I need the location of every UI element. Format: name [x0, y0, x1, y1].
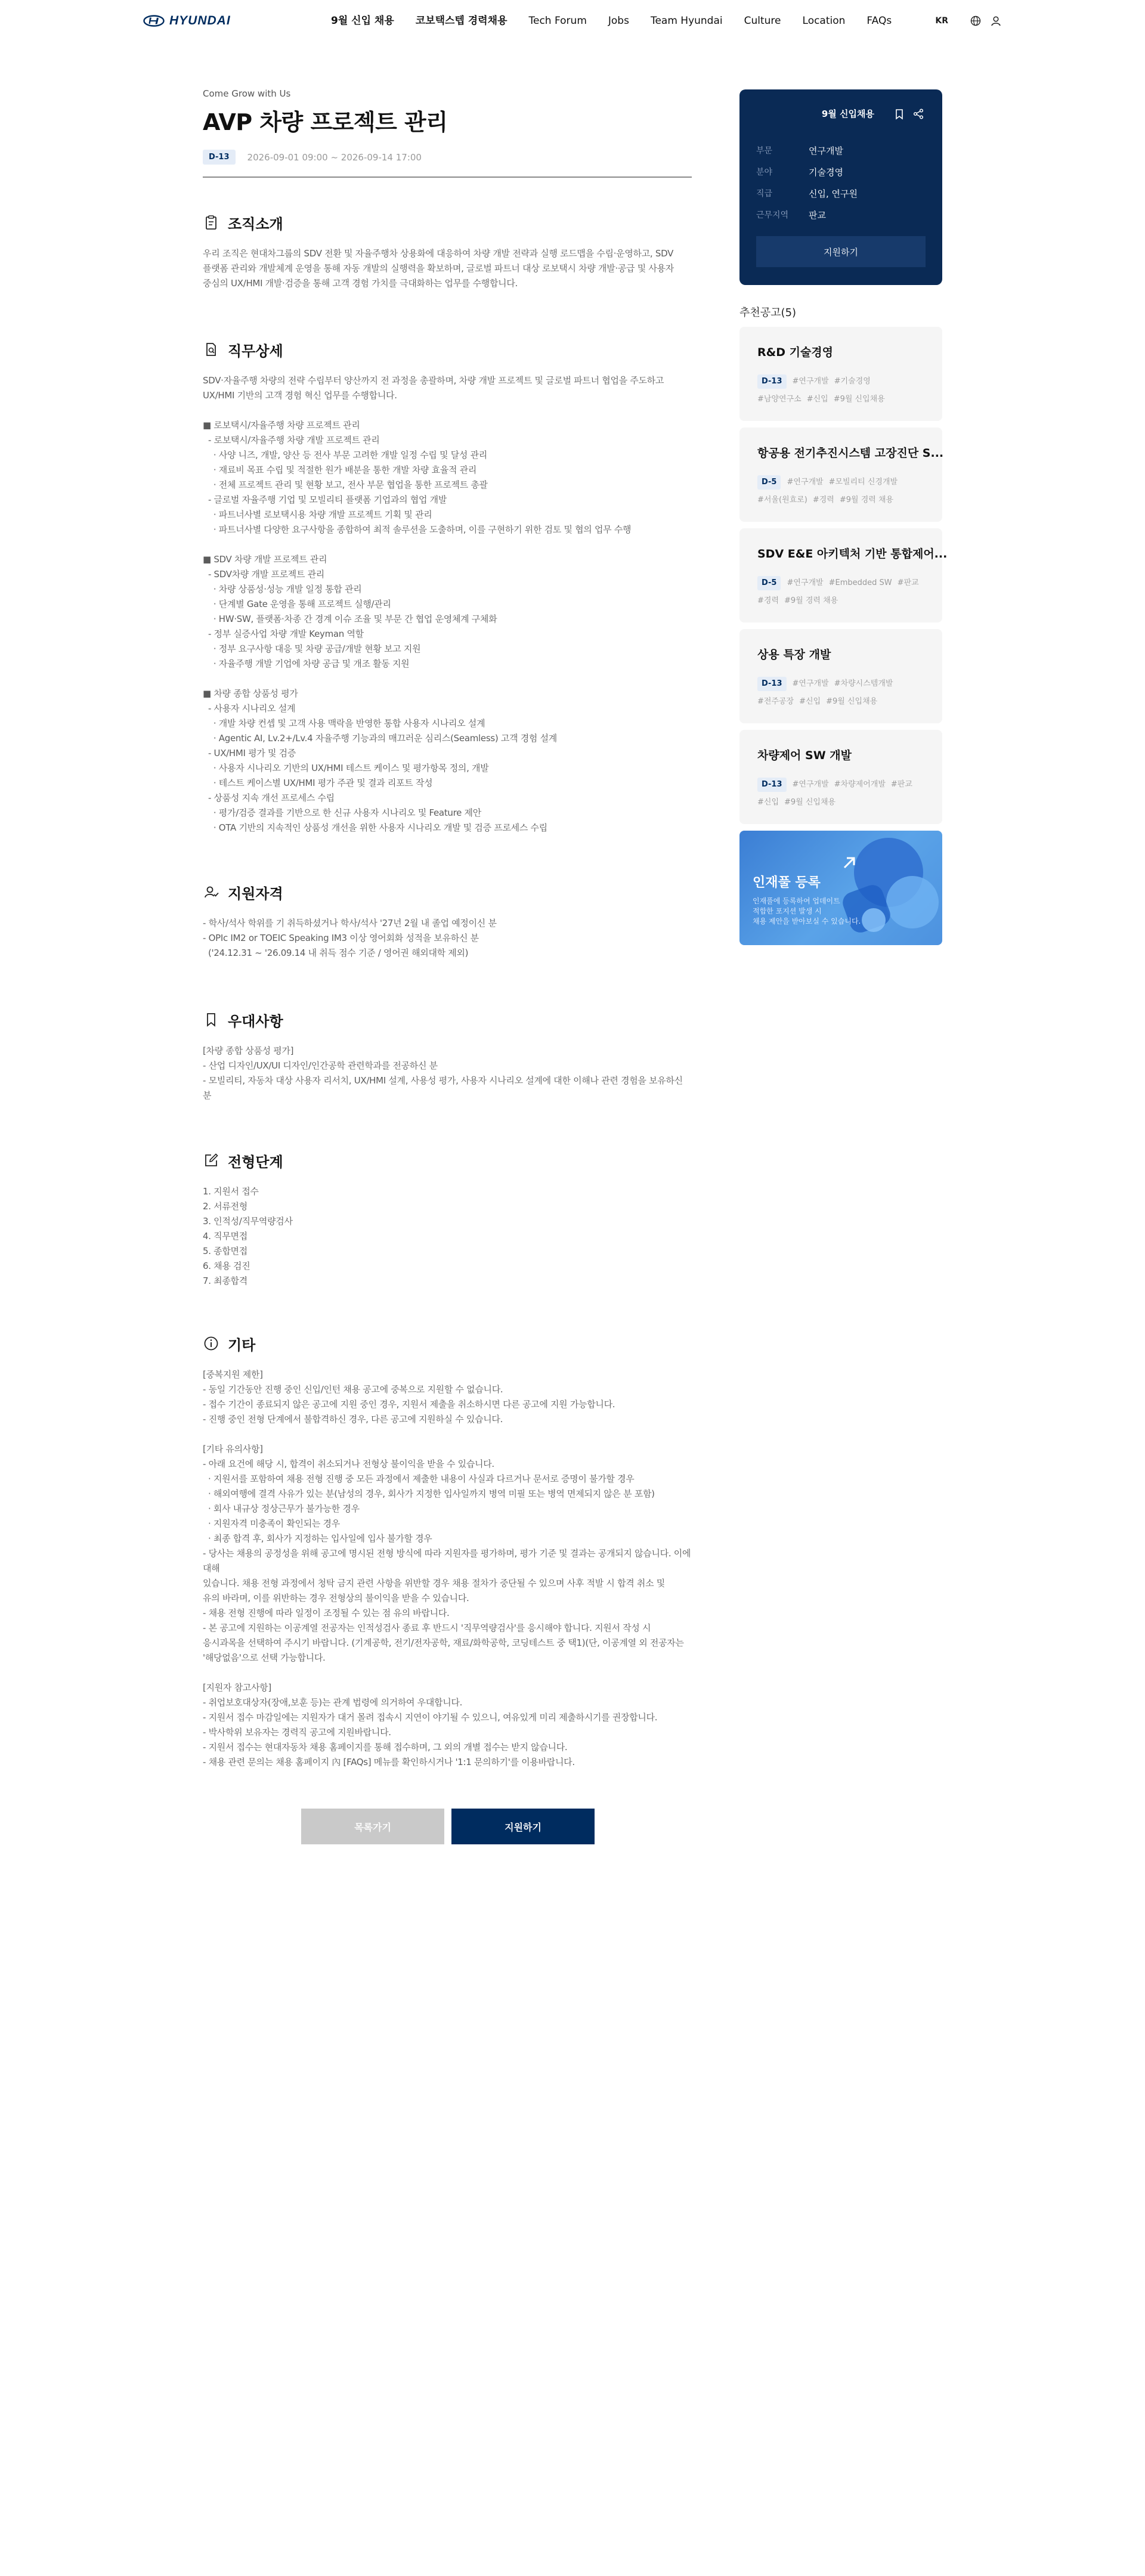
summary-row-field: [756, 161, 858, 182]
section-title: 전형단계: [228, 1153, 283, 1171]
page-title: AVP 차량 프로젝트 관리: [203, 109, 448, 135]
section-body: SDV·자율주행 차량의 전략 수립부터 양산까지 전 과정을 총괄하며, 차량 개발 프로젝트 및 글로벌 파트너 협업을 주도하고 UX/HMI 기반의 고객 경험 혁신 업무를 수행합니다. ■ 로보택시/자율주행 차량 프로젝트 관리 - 로보택시/자율주행 차량 개발 프로젝트 관리 · 사양 니즈, 개발, 양산 등 전사 부문 고려한 개발 일정 수립 및 달성 관리 · 재료비 목표 수립 및 적절한 원가 배분을 통한 개발 차량 효율적 관리 · 전체 프로젝트 관리 및 현황 보고, 전사 부문 협업을 통한 프로젝트 총괄 - 글로벌 자율주행 기업 및 모빌리티 플랫폼 기업과의 협업 개발 · 파트너사별 로보택시용 차량 개발 프로젝트 기획 및 관리 · 파트너사별 다양한 요구사항을 종합하여 최적 솔루션을 도출하며, 이를 구현하기 위한 검토 및 협의 업무 수행 ■ SDV 차량 개발 프로젝트 관리 - SDV차량 개발 프로젝트 관리 · 차량 상품성·성능 개발 일정 통합 관리 · 단계별 Gate 운영을 통해 프로젝트 실행/관리 · HW·SW, 플랫폼·차종 간 경계 이슈 조율 및 부문 간 협업 운영체계 구체화 - 정부 실증사업 차량 개발 Keyman 역할 · 정부 요구사항 대응 및 차량 공급/개발 현황 보고 지원 · 자율주행 개발 기업에 차량 공급 및 개조 활동 지원 ■ 차량 종합 상품성 평가 - 사용자 시나리오 설계 · 개발 차량 컨셉 및 고객 사용 맥락을 반영한 통합 사용자 시나리오 설계 · Agentic AI, Lv.2+/Lv.4 자율주행 기능과의 매끄러운 심리스(Seamless) 고객 경험 설계 - UX/HMI 평가 및 검증 · 사용자 시나리오 기반의 UX/HMI 테스트 케이스 및 평가항목 정의, 개발 · 테스트 케이스별 UX/HMI 평가 주관 및 결과 리포트 작성 - 상품성 지속 개선 프로세스 수립 · 평가/검증 결과를 기반으로 한 신규 사용자 시나리오 및 Feature 제안 · OTA 기반의 지속적인 상품성 개선을 위한 사용자 시나리오 개발 및 검증 프로세스 수립: [203, 375, 664, 833]
summary-row-division: [756, 140, 858, 161]
nav-item-experienced-hire[interactable]: 코보택스텝 경력채용: [415, 15, 507, 27]
globe-icon[interactable]: [970, 15, 982, 27]
card-tag: #차량시스템개발: [834, 679, 893, 688]
card-tag: #9월 신입채용: [833, 395, 885, 404]
summary-value: 신입, 연구원: [809, 188, 858, 199]
dday-badge: D-13: [757, 374, 787, 389]
header-utilities: [935, 13, 1002, 29]
card-tag: #경력: [812, 496, 834, 504]
application-period: 2026-09-01 09:00 ~ 2026-09-14 17:00: [247, 151, 422, 163]
nav-item-culture[interactable]: Culture: [744, 15, 781, 27]
card-tag: #판교: [897, 578, 919, 587]
summary-row-rank: [756, 182, 858, 204]
title-divider: [203, 177, 692, 178]
main-nav: [331, 13, 913, 29]
recommend-card[interactable]: [739, 327, 942, 421]
section-heading: [203, 1151, 692, 1170]
card-tag: #연구개발: [787, 478, 824, 487]
edit-icon: [203, 1152, 219, 1169]
section-heading: [203, 1334, 692, 1353]
summary-key: 직급: [756, 189, 773, 199]
user-icon[interactable]: [990, 15, 1002, 27]
list-button[interactable]: 목록가기: [301, 1809, 444, 1844]
recommend-card[interactable]: [739, 528, 948, 623]
hyundai-logo[interactable]: [143, 14, 231, 27]
document-search-icon: [203, 341, 219, 358]
nav-item-faqs[interactable]: FAQs: [867, 15, 892, 27]
section-title: 우대사항: [228, 1013, 283, 1030]
language-toggle[interactable]: KR: [935, 16, 948, 26]
nav-item-sept-new-hire[interactable]: 9월 신입 채용: [331, 15, 394, 27]
card-tags: [757, 473, 924, 509]
card-tag: #Embedded SW: [828, 578, 892, 587]
section-body: [중복지원 제한] - 동일 기간동안 진행 중인 신입/인턴 채용 공고에 중복으로 지원할 수 없습니다. - 접수 기간이 종료되지 않은 공고에 지원 중인 경우, 지원서 제출을 취소하시면 다른 공고에 지원 가능합니다. - 진행 중인 전형 단계에서 불합격하신 경우, 다른 공고에 지원하실 수 있습니다. [기타 유의사항] - 아래 요건에 해당 시, 합격이 취소되거나 전형상 불이익을 받을 수 있습니다. · 지원서를 포함하여 채용 전형 진행 중 모든 과정에서 제출한 내용이 사실과 다르거나 문서로 증명이 불가할 경우 · 해외여행에 결격 사유가 있는 분(남성의 경우, 회사가 지정한 입사일까지 병역 미필 또는 병역 면제되지 않은 분 포함) · 회사 내규상 정상근무가 불가능한 경우 · 지원자격 미충족이 확인되는 경우 · 최종 합격 후, 회사가 지정하는 입사일에 입사 불가할 경우 - 당사는 채용의 공정성을 위해 공고에 명시된 전형 방식에 따라 지원자를 평가하며, 평가 기준 및 결과는 공개되지 않습니다. 이에 대해 있습니다. 채용 전형 과정에서 청탁 금지 관련 사항을 위반할 경우 채용 절차가 중단될 수 있으며 사후 적발 시 합격 취소 및 유의 바라며, 이를 위반하는 경우 전형상의 불이익을 받을 수 있습니다. - 채용 전형 진행에 따라 일정이 조정될 수 있는 점 유의 바랍니다. - 본 공고에 지원하는 이공계열 전공자는 인적성검사 종료 후 반드시 '직무역량검사'를 응시해야 합니다. 지원서 작성 시 응시과목을 선택하여 주시기 바랍니다. (기계공학, 전기/전자공학, 재료/화학공학, 코딩테스트 중 택1)(단, 이공계열 외 전공자는 '해당없음'으로 선택 가능합니다. [지원자 참고사항] - 취업보호대상자(장애,보훈 등)는 관계 법령에 의거하여 우대합니다. - 지원서 접수 마감일에는 지원자가 대거 몰려 접속시 지연이 야기될 수 있으니, 여유있게 미리 제출하시기를 권장합니다. - 박사학위 보유자는 경력직 공고에 지원바랍니다. - 지원서 접수는 현대자동차 채용 홈페이지를 통해 접수하며, 그 외의 개별 접수는 받지 않습니다. - 채용 관련 문의는 채용 홈페이지 內 [FAQs] 메뉴를 확인하시거나 '1:1 문의하기'를 이용바랍니다.: [203, 1369, 691, 1767]
summary-value: 기술경영: [809, 166, 843, 178]
card-tag: #9월 신입채용: [826, 697, 878, 706]
dday-badge: D-13: [757, 677, 787, 691]
banner-desc: 인재풀에 등록하여 업데이트 적합한 포지션 발생 시 채용 제안을 받아보실 수 있습니다.: [753, 897, 861, 925]
card-tag: #연구개발: [792, 679, 829, 688]
recommend-card[interactable]: [739, 730, 942, 824]
clipboard-icon: [203, 214, 219, 231]
summary-apply-button[interactable]: 지원하기: [756, 236, 926, 267]
bottom-actions: [301, 1809, 595, 1844]
card-title: 차량제어 SW 개발: [757, 749, 852, 762]
share-icon[interactable]: [912, 108, 924, 120]
info-icon: [203, 1335, 219, 1352]
card-tag: #신입: [757, 798, 779, 807]
summary-key: 근무지역: [756, 210, 789, 220]
bookmark-icon[interactable]: [893, 108, 905, 120]
summary-row-location: [756, 204, 858, 225]
logo-wordmark: HYUNDAI: [169, 14, 231, 27]
section-body: [차량 종합 상품성 평가] - 산업 디자인/UX/UI 디자인/인간공학 관련학과를 전공하신 분 - 모빌리티, 자동차 대상 사용자 리서치, UX/HMI 설계, 사용성 평가, 사용자 시나리오 설계에 대한 이해나 관련 경험을 보유하신 분: [203, 1045, 683, 1101]
job-meta: [203, 150, 692, 165]
recruitment-tag: 9월 신입채용: [821, 109, 874, 119]
card-tag: #9월 신입채용: [784, 798, 836, 807]
section-title: 지원자격: [228, 885, 283, 902]
nav-item-team-hyundai[interactable]: Team Hyundai: [650, 15, 723, 27]
dday-badge: D-13: [203, 150, 236, 165]
nav-item-location[interactable]: Location: [802, 15, 846, 27]
summary-value: 연구개발: [809, 145, 843, 156]
card-tag: #연구개발: [787, 578, 824, 587]
dday-badge: D-13: [757, 778, 787, 792]
section-org: [203, 213, 692, 291]
card-tag: #9월 경력 채용: [839, 496, 894, 504]
job-title-block: [203, 88, 692, 178]
card-tag: #모빌리티 신경개발: [828, 478, 898, 487]
section-title: 조직소개: [228, 215, 283, 233]
summary-top: [822, 107, 924, 120]
summary-value: 판교: [809, 209, 826, 221]
card-tag: #연구개발: [792, 780, 829, 789]
card-tags: [757, 776, 924, 812]
nav-item-jobs[interactable]: Jobs: [608, 15, 629, 27]
global-header: [0, 0, 1145, 42]
job-summary-card: [739, 89, 942, 285]
section-heading: [203, 1010, 692, 1029]
summary-rows: [756, 140, 858, 225]
hyundai-emblem-icon: [143, 15, 165, 27]
summary-key: 부문: [756, 146, 773, 156]
section-heading: [203, 213, 692, 232]
section-body: 우리 조직은 현대차그룹의 SDV 전환 및 자율주행차 상용화에 대응하여 차량 개발 전략과 실행 로드맵을 수립·운영하고, SDV 플랫폼 관리와 개발체계 운영을 통해 자동 개발의 실행력을 확보하며, 글로벌 파트너 대상 로보택시 차량 개발·공급 및 사용자 중심의 UX/HMI 개발·검증을 통해 고객 경험 가치를 극대화하는 업무를 수행합니다.: [203, 248, 674, 289]
card-title: SDV E&E 아키텍처 기반 통합제어...: [757, 547, 948, 561]
card-tag: #전주공장: [757, 697, 794, 706]
card-tag: #신입: [806, 395, 828, 404]
talent-pool-banner[interactable]: [739, 831, 942, 945]
apply-button[interactable]: 지원하기: [451, 1809, 595, 1844]
dday-badge: D-5: [757, 576, 781, 590]
section-title: 기타: [228, 1336, 256, 1354]
card-tag: #경력: [757, 596, 779, 605]
section-heading: [203, 340, 692, 359]
card-tag: #남양연구소: [757, 395, 802, 404]
card-tag: #기술경영: [834, 377, 871, 386]
recommended-title: 추천공고(5): [739, 306, 797, 319]
card-tag: #연구개발: [792, 377, 829, 386]
section-etc: [203, 1334, 692, 1770]
user-check-icon: [203, 884, 219, 900]
card-tags: [757, 675, 924, 711]
eyebrow-text: Come Grow with Us: [203, 88, 291, 99]
section-preferred: [203, 1010, 692, 1103]
section-heading: [203, 883, 692, 902]
summary-key: 분야: [756, 168, 773, 177]
bookmark-icon: [203, 1011, 219, 1028]
section-duty: [203, 340, 692, 835]
section-process: [203, 1151, 692, 1289]
card-tag: #차량제어개발: [834, 780, 886, 789]
nav-item-tech-forum[interactable]: Tech Forum: [528, 15, 587, 27]
card-tags: [757, 373, 924, 408]
card-title: 항공용 전기추진시스템 고장진단 S...: [757, 447, 944, 460]
card-title: 상용 특장 개발: [757, 648, 831, 661]
dday-badge: D-5: [757, 475, 781, 490]
card-tag: #9월 경력 채용: [784, 596, 838, 605]
section-body: 1. 지원서 접수 2. 서류전형 3. 인적성/직무역량검사 4. 직무면접 5. 종합면접 6. 채용 검진 7. 최종합격: [203, 1186, 293, 1286]
recommend-card[interactable]: [739, 428, 942, 522]
card-title: R&D 기술경영: [757, 346, 834, 359]
section-qualifications: [203, 883, 692, 961]
banner-title: 인재풀 등록: [753, 875, 821, 890]
section-body: - 학사/석사 학위를 기 취득하셨거나 학사/석사 '27년 2월 내 졸업 예정이신 분 - OPIc IM2 or TOEIC Speaking IM3 이상 영어회화 성적을 보유하신 분 ('24.12.31 ~ '26.09.14 내 취득 점수 기준 / 영어권 해외대학 제외): [203, 918, 497, 958]
recommend-card[interactable]: [739, 629, 942, 723]
section-title: 직무상세: [228, 342, 283, 360]
card-tags: [757, 574, 924, 610]
card-tag: #판교: [890, 780, 912, 789]
card-tag: #신입: [799, 697, 821, 706]
card-tag: #서울(원효로): [757, 496, 807, 504]
